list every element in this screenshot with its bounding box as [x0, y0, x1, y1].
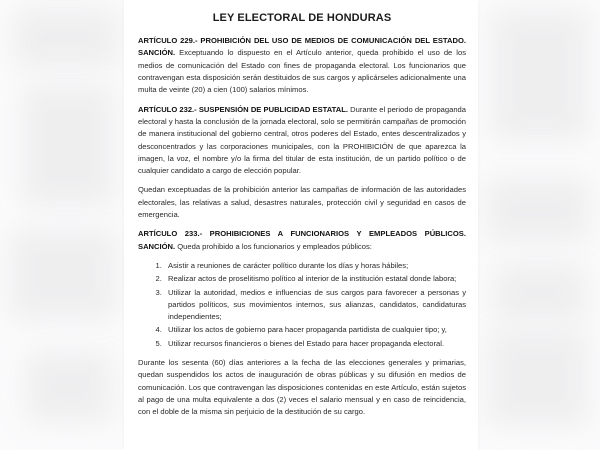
document-title: LEY ELECTORAL DE HONDURAS [212, 12, 392, 24]
article-233-paragraph [138, 228, 466, 253]
article-233-heading: ARTÍCULO 233.- PROHIBICIONES A FUNCIONARIOS Y EMPLEADOS PÚBLICOS. SANCIÓN. [138, 229, 466, 251]
list-item: 2. Realizar actos de proselitismo político al interior de la institución estatal donde labora; [164, 273, 466, 285]
article-229-body: Exceptuando lo dispuesto en el Artículo anterior, queda prohibido el uso de los medios de comunicación del Estado con fines de propaganda electoral. Los funcionarios que contravengan esta disposición serán destituidos de sus cargos y aplicárseles adicionalmente una multa de veinte (20) a cien (100) salarios mínimos. [138, 48, 466, 95]
article-232-heading: ARTÍCULO 232.- SUSPENSIÓN DE PUBLICIDAD ESTATAL. [138, 104, 348, 114]
document-page [124, 0, 478, 450]
article-229-heading: ARTÍCULO 229.- PROHIBICIÓN DEL USO DE MEDIOS DE COMUNICACIÓN DEL ESTADO. SANCIÓN. [138, 36, 466, 58]
article-232-paragraph [138, 104, 466, 178]
backdrop-smudge [22, 86, 114, 206]
article-229-paragraph [138, 35, 466, 96]
backdrop-smudge [486, 178, 590, 242]
list-item: 1. Asistir a reuniones de carácter político durante los días y horas hábiles; [164, 260, 466, 272]
backdrop-smudge [488, 330, 588, 426]
closing-paragraph: Durante los sesenta (60) días anteriores a la fecha de las elecciones generales y primarias, quedan suspendidos los actos de inauguración de obras públicas y su difusión en medios de comunicación. Los que contravengan las disposiciones contenidas en este Artículo, están sujetos al pago de una multa equivalente a dos (2) veces el salario mensual y en caso de reincidencia, con el doble de la misma sin perjuicio de la destitución de su cargo. [138, 358, 466, 417]
article-232-body-pre: Durante el periodo de propaganda electoral y hasta la conclusión de la jornada electoral, solo se permitirán campañas de promoción de manera institucional del gobierno central, otros poderes del Estado, entes descentralizados y desconcentrados y las corporaciones municipales, con la [138, 104, 467, 151]
backdrop-smudge [492, 10, 588, 140]
backdrop-smudge [494, 264, 586, 322]
backdrop-smudge [14, 8, 118, 68]
article-232-second-paragraph: Quedan exceptuadas de la prohibición anterior las campañas de información de las autoridades electorales, las relativas a salud, desastres naturales, protección civil y seguridad en casos de emergencia. [138, 185, 466, 220]
backdrop-smudge [26, 352, 112, 422]
backdrop-smudge [10, 230, 116, 320]
list-item: 3. Utilizar la autoridad, medios e influencias de sus cargos para favorecer a personas y partidos políticos, sus movimientos internos, sus alianzas, candidatos, candidaturas independientes; [164, 287, 466, 324]
list-item: 4. Utilizar los actos de gobierno para hacer propaganda partidista de cualquier tipo; y, [164, 324, 466, 336]
list-item: 5. Utilizar recursos financieros o bienes del Estado para hacer propaganda electoral. [164, 338, 466, 350]
document-body [124, 0, 478, 419]
prohibitions-list [138, 260, 466, 350]
article-232-body-post: de que aparezca la imagen, la voz, el nombre y/o la firma del titular de esta institución, de un partido político o de cualquier candidato a cargo de elección popular. [138, 141, 466, 176]
article-232-emphasis: PROHIBICIÓN [342, 141, 394, 151]
article-233-body: Queda prohibido a los funcionarios y empleados públicos: [175, 241, 372, 251]
